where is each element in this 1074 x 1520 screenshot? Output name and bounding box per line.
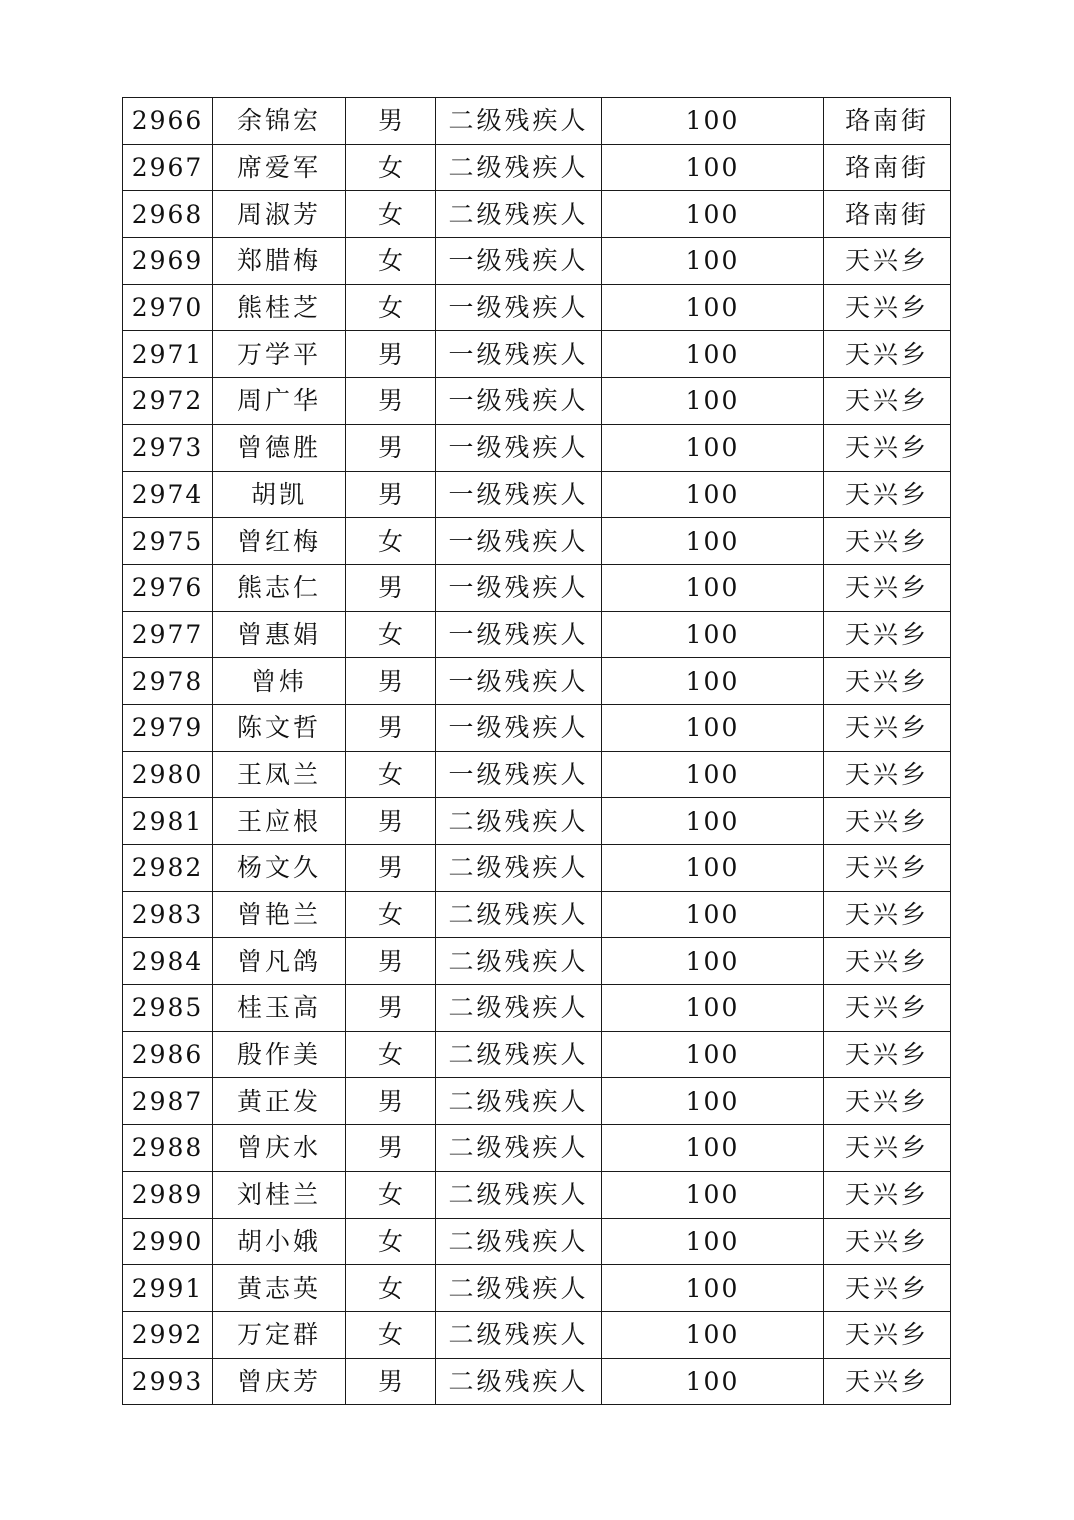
amount-cell: 100 [602,1031,824,1078]
amount-cell: 100 [602,1078,824,1125]
serial-number-cell: 2966 [123,98,213,145]
disability-level-cell: 二级残疾人 [436,1218,602,1265]
amount-cell: 100 [602,1265,824,1312]
table-row [123,98,951,145]
disability-level-cell: 一级残疾人 [436,331,602,378]
person-name-cell: 黄正发 [213,1078,346,1125]
person-name-cell: 曾庆芳 [213,1358,346,1405]
disability-level-cell: 二级残疾人 [436,1078,602,1125]
gender-cell: 女 [346,1218,436,1265]
area-cell: 珞南街 [824,144,951,191]
disability-level-cell: 二级残疾人 [436,98,602,145]
table-row [123,424,951,471]
person-name-cell: 万学平 [213,331,346,378]
person-name-cell: 黄志英 [213,1265,346,1312]
table-row [123,938,951,985]
amount-cell: 100 [602,798,824,845]
serial-number-cell: 2979 [123,704,213,751]
disability-level-cell: 二级残疾人 [436,1358,602,1405]
amount-cell: 100 [602,845,824,892]
table-row [123,798,951,845]
gender-cell: 男 [346,564,436,611]
serial-number-cell: 2991 [123,1265,213,1312]
area-cell: 天兴乡 [824,424,951,471]
disability-level-cell: 一级残疾人 [436,751,602,798]
person-name-cell: 胡凯 [213,471,346,518]
person-name-cell: 曾惠娟 [213,611,346,658]
area-cell: 天兴乡 [824,1311,951,1358]
table-row [123,1125,951,1172]
table-row [123,471,951,518]
area-cell: 天兴乡 [824,1358,951,1405]
disability-level-cell: 一级残疾人 [436,424,602,471]
amount-cell: 100 [602,424,824,471]
person-name-cell: 杨文久 [213,845,346,892]
disability-level-cell: 二级残疾人 [436,144,602,191]
area-cell: 天兴乡 [824,564,951,611]
amount-cell: 100 [602,144,824,191]
area-cell: 天兴乡 [824,1218,951,1265]
serial-number-cell: 2980 [123,751,213,798]
table-row [123,611,951,658]
area-cell: 天兴乡 [824,238,951,285]
table-row [123,1265,951,1312]
person-name-cell: 余锦宏 [213,98,346,145]
person-name-cell: 万定群 [213,1311,346,1358]
disability-level-cell: 一级残疾人 [436,378,602,425]
gender-cell: 男 [346,1125,436,1172]
gender-cell: 男 [346,331,436,378]
roster-body [123,98,951,1405]
amount-cell: 100 [602,518,824,565]
serial-number-cell: 2977 [123,611,213,658]
amount-cell: 100 [602,191,824,238]
gender-cell: 女 [346,611,436,658]
person-name-cell: 熊志仁 [213,564,346,611]
table-row [123,144,951,191]
person-name-cell: 王凤兰 [213,751,346,798]
serial-number-cell: 2971 [123,331,213,378]
amount-cell: 100 [602,284,824,331]
table-row [123,564,951,611]
amount-cell: 100 [602,938,824,985]
area-cell: 天兴乡 [824,891,951,938]
gender-cell: 男 [346,938,436,985]
table-row [123,1171,951,1218]
area-cell: 天兴乡 [824,284,951,331]
gender-cell: 女 [346,1031,436,1078]
amount-cell: 100 [602,751,824,798]
disability-level-cell: 二级残疾人 [436,1125,602,1172]
table-row [123,1031,951,1078]
disability-level-cell: 一级残疾人 [436,238,602,285]
amount-cell: 100 [602,985,824,1032]
serial-number-cell: 2984 [123,938,213,985]
area-cell: 天兴乡 [824,704,951,751]
person-name-cell: 熊桂芝 [213,284,346,331]
person-name-cell: 胡小娥 [213,1218,346,1265]
table-row [123,191,951,238]
area-cell: 天兴乡 [824,751,951,798]
disability-level-cell: 二级残疾人 [436,845,602,892]
person-name-cell: 桂玉高 [213,985,346,1032]
serial-number-cell: 2968 [123,191,213,238]
disability-level-cell: 二级残疾人 [436,1171,602,1218]
person-name-cell: 刘桂兰 [213,1171,346,1218]
serial-number-cell: 2986 [123,1031,213,1078]
serial-number-cell: 2989 [123,1171,213,1218]
gender-cell: 女 [346,144,436,191]
table-row [123,331,951,378]
subsidy-roster-table [122,97,951,1405]
serial-number-cell: 2967 [123,144,213,191]
serial-number-cell: 2983 [123,891,213,938]
area-cell: 天兴乡 [824,938,951,985]
table-row [123,238,951,285]
serial-number-cell: 2978 [123,658,213,705]
serial-number-cell: 2974 [123,471,213,518]
gender-cell: 女 [346,751,436,798]
table-row [123,704,951,751]
area-cell: 天兴乡 [824,611,951,658]
table-row [123,518,951,565]
person-name-cell: 王应根 [213,798,346,845]
gender-cell: 男 [346,98,436,145]
serial-number-cell: 2990 [123,1218,213,1265]
amount-cell: 100 [602,704,824,751]
area-cell: 天兴乡 [824,378,951,425]
gender-cell: 女 [346,238,436,285]
table-row [123,751,951,798]
serial-number-cell: 2993 [123,1358,213,1405]
disability-level-cell: 一级残疾人 [436,471,602,518]
person-name-cell: 郑腊梅 [213,238,346,285]
serial-number-cell: 2976 [123,564,213,611]
person-name-cell: 曾炜 [213,658,346,705]
serial-number-cell: 2992 [123,1311,213,1358]
gender-cell: 男 [346,798,436,845]
disability-level-cell: 二级残疾人 [436,891,602,938]
disability-level-cell: 二级残疾人 [436,191,602,238]
amount-cell: 100 [602,658,824,705]
gender-cell: 女 [346,891,436,938]
serial-number-cell: 2982 [123,845,213,892]
amount-cell: 100 [602,564,824,611]
gender-cell: 女 [346,518,436,565]
amount-cell: 100 [602,471,824,518]
amount-cell: 100 [602,1218,824,1265]
serial-number-cell: 2985 [123,985,213,1032]
gender-cell: 男 [346,658,436,705]
gender-cell: 男 [346,985,436,1032]
area-cell: 天兴乡 [824,1265,951,1312]
area-cell: 天兴乡 [824,1171,951,1218]
disability-level-cell: 一级残疾人 [436,518,602,565]
area-cell: 天兴乡 [824,845,951,892]
table-row [123,1311,951,1358]
area-cell: 天兴乡 [824,1125,951,1172]
area-cell: 天兴乡 [824,1031,951,1078]
amount-cell: 100 [602,1358,824,1405]
disability-level-cell: 一级残疾人 [436,611,602,658]
disability-level-cell: 二级残疾人 [436,1031,602,1078]
disability-level-cell: 二级残疾人 [436,985,602,1032]
gender-cell: 男 [346,704,436,751]
person-name-cell: 曾德胜 [213,424,346,471]
gender-cell: 女 [346,191,436,238]
person-name-cell: 曾红梅 [213,518,346,565]
table-row [123,378,951,425]
person-name-cell: 周广华 [213,378,346,425]
amount-cell: 100 [602,1171,824,1218]
serial-number-cell: 2975 [123,518,213,565]
disability-level-cell: 一级残疾人 [436,704,602,751]
area-cell: 天兴乡 [824,331,951,378]
amount-cell: 100 [602,378,824,425]
disability-level-cell: 二级残疾人 [436,798,602,845]
gender-cell: 女 [346,1311,436,1358]
amount-cell: 100 [602,611,824,658]
area-cell: 天兴乡 [824,658,951,705]
serial-number-cell: 2970 [123,284,213,331]
gender-cell: 女 [346,1265,436,1312]
person-name-cell: 曾艳兰 [213,891,346,938]
amount-cell: 100 [602,238,824,285]
area-cell: 珞南街 [824,98,951,145]
disability-level-cell: 一级残疾人 [436,658,602,705]
area-cell: 天兴乡 [824,518,951,565]
serial-number-cell: 2972 [123,378,213,425]
table-row [123,985,951,1032]
amount-cell: 100 [602,98,824,145]
person-name-cell: 殷作美 [213,1031,346,1078]
person-name-cell: 周淑芳 [213,191,346,238]
amount-cell: 100 [602,1311,824,1358]
person-name-cell: 曾凡鸽 [213,938,346,985]
area-cell: 天兴乡 [824,798,951,845]
gender-cell: 男 [346,424,436,471]
table-row [123,1218,951,1265]
gender-cell: 男 [346,378,436,425]
gender-cell: 男 [346,1078,436,1125]
person-name-cell: 陈文哲 [213,704,346,751]
disability-level-cell: 一级残疾人 [436,564,602,611]
area-cell: 天兴乡 [824,1078,951,1125]
area-cell: 天兴乡 [824,985,951,1032]
disability-level-cell: 二级残疾人 [436,1265,602,1312]
area-cell: 天兴乡 [824,471,951,518]
gender-cell: 女 [346,284,436,331]
serial-number-cell: 2988 [123,1125,213,1172]
person-name-cell: 席爱军 [213,144,346,191]
amount-cell: 100 [602,331,824,378]
area-cell: 珞南街 [824,191,951,238]
amount-cell: 100 [602,891,824,938]
table-row [123,891,951,938]
gender-cell: 男 [346,1358,436,1405]
table-row [123,284,951,331]
serial-number-cell: 2973 [123,424,213,471]
table-row [123,658,951,705]
disability-level-cell: 二级残疾人 [436,1311,602,1358]
disability-level-cell: 一级残疾人 [436,284,602,331]
gender-cell: 女 [346,1171,436,1218]
serial-number-cell: 2981 [123,798,213,845]
table-row [123,845,951,892]
person-name-cell: 曾庆水 [213,1125,346,1172]
table-row [123,1078,951,1125]
disability-level-cell: 二级残疾人 [436,938,602,985]
amount-cell: 100 [602,1125,824,1172]
gender-cell: 男 [346,845,436,892]
serial-number-cell: 2987 [123,1078,213,1125]
table-row [123,1358,951,1405]
serial-number-cell: 2969 [123,238,213,285]
gender-cell: 男 [346,471,436,518]
